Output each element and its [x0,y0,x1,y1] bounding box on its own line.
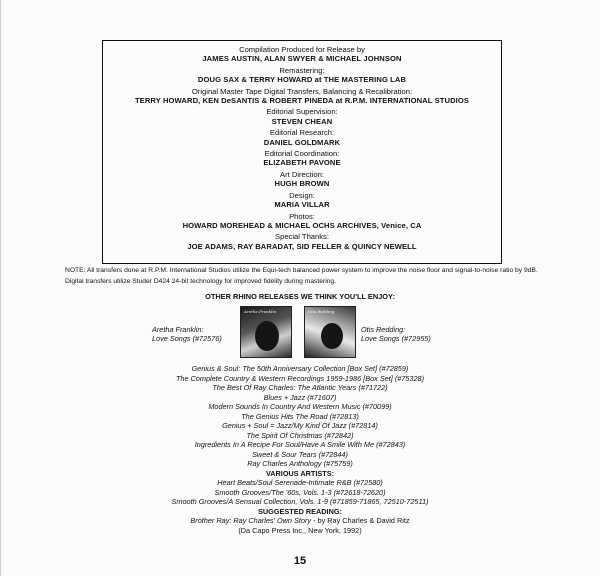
credit-names: MARIA VILLAR [274,200,330,210]
reading-book [0,516,600,526]
credit-entry [107,107,497,126]
album-cover-otis [304,306,356,358]
book-title: Brother Ray: Ray Charles' Own Story [190,516,312,525]
rhino-releases-heading: OTHER RHINO RELEASES WE THINK YOU'LL ENJOY: [205,292,395,301]
various-artists-heading: VARIOUS ARTISTS: [265,468,335,478]
credit-entry [107,170,497,189]
credit-entry [107,149,497,168]
album-cover-aretha [240,306,292,358]
credit-role: Photos: [289,211,315,221]
credit-names: DOUG SAX & TERRY HOWARD at THE MASTERING LAB [197,75,407,85]
transfer-note: NOTE: All transfers done at R.P.M. International Studios utilize the Equi-tech balanced power system to improve the noise floor and signal-to-noise ratio by 9dB. Digital transfers utilize Studer D424 24-bit technology for improved fidelity during mastering. [65,267,538,285]
release-item: Blues + Jazz (#71607) [263,392,337,402]
portrait-silhouette [321,323,343,349]
credit-entry [107,191,497,210]
credit-entry [107,128,497,147]
release-item: Modern Sounds In Country And Western Music (#70099) [208,402,392,411]
suggested-reading-heading: SUGGESTED READING: [258,506,342,516]
release-item: Genius & Soul: The 50th Anniversary Collection [Box Set] (#72859) [191,364,409,373]
credit-names: TERRY HOWARD, KEN DeSANTIS & ROBERT PINEDA at R.P.M. INTERNATIONAL STUDIOS [134,96,470,106]
credit-names: STEVEN CHEAN [271,116,333,126]
credit-role: Remastering: [279,65,325,75]
featured-artist: Aretha Franklin: [152,325,204,334]
credit-role: Art Direction: [280,169,324,179]
various-release-item: Smooth Grooves/The '60s, Vols. 1-3 (#72618-72620) [214,487,386,497]
release-item: Ingredients In A Recipe For Soul/Have A Smile With Me (#72843) [194,440,406,449]
credit-role: Design: [289,190,315,200]
credit-role: Original Master Tape Digital Transfers, Balancing & Recalibration: [191,86,413,96]
release-item: The Genius Hits The Road (#72813) [241,411,359,421]
featured-artist: Otis Redding: [361,325,406,334]
credit-names: JAMES AUSTIN, ALAN SWYER & MICHAEL JOHNSON [202,54,402,64]
featured-album-otis [361,325,461,344]
credit-names: HUGH BROWN [274,179,330,189]
featured-title: Love Songs (#72955) [361,334,431,344]
credit-entry [107,66,497,85]
cover-title: Otis Redding [308,309,335,314]
credit-role: Compilation Produced for Release by [239,45,365,54]
featured-title: Love Songs (#72576) [152,334,222,344]
credit-entry [107,232,497,251]
credit-names: HOWARD MOREHEAD & MICHAEL OCHS ARCHIVES, Venice, CA [182,220,422,230]
book-publisher: (Da Capo Press Inc., New York, 1992) [238,525,362,535]
cover-title: Aretha Franklin [244,309,277,314]
page-number: 15 [293,555,307,567]
credit-names: JOE ADAMS, RAY BARADAT, SID FELLER & QUINCY NEWELL [187,241,417,251]
credit-entry [107,212,497,231]
release-item: The Best Of Ray Charles: The Atlantic Years (#71722) [212,383,388,392]
various-release-item: Heart Beats/Soul Serenade-Intimate R&B (#72580) [217,478,383,487]
credit-role: Special Thanks: [275,232,329,242]
credit-names: ELIZABETH PAVONE [263,158,341,168]
credits-box [102,40,502,264]
featured-album-aretha [152,325,238,344]
release-list [0,364,600,535]
credit-entry [107,45,497,64]
release-item: The Spirit Of Christmas (#72842) [246,430,354,440]
credit-role: Editorial Supervision: [266,107,338,117]
release-item: Genius + Soul = Jazz/My Kind Of Jazz (#72814) [222,421,378,430]
release-item: Ray Charles Anthology (#75759) [247,459,353,468]
portrait-silhouette [255,321,279,351]
credit-names: DANIEL GOLDMARK [263,137,341,147]
credit-entry [107,87,497,106]
various-release-item: Smooth Grooves/A Sensual Collection, Vols. 1-9 (#71859-71865, 72510-72511) [171,497,429,506]
release-item: Sweet & Sour Tears (#72844) [252,449,348,459]
book-authors: - by Ray Charles & David Ritz [311,516,410,525]
credit-role: Editorial Coordination: [264,149,340,159]
credit-role: Editorial Research: [269,128,335,138]
release-item: The Complete Country & Western Recordings 1959-1986 [Box Set] (#75328) [175,373,425,383]
